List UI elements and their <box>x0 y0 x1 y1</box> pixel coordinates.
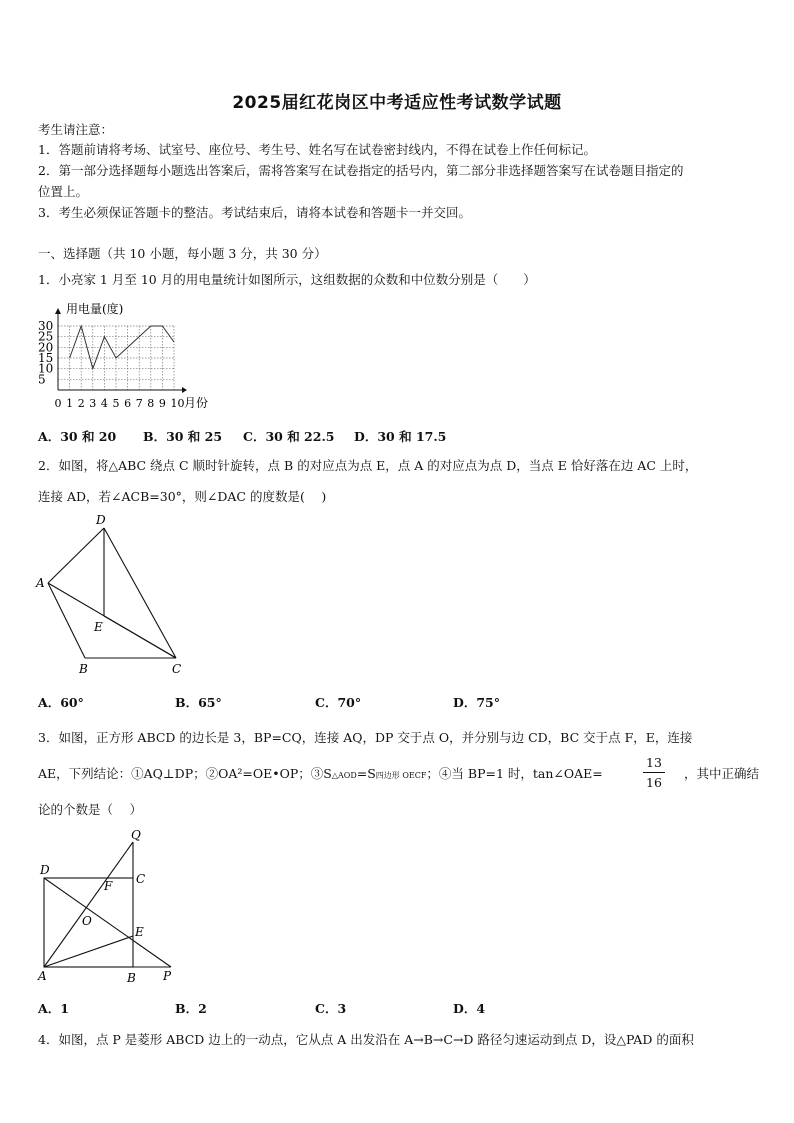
q1-option-b[interactable]: B．30 和 25 <box>143 429 223 444</box>
label-a: A <box>38 969 47 983</box>
chart-xtick-label: 0 <box>54 397 62 410</box>
chart-y-arrow <box>55 308 61 314</box>
label-f: F <box>104 879 113 893</box>
label-q: Q <box>131 828 141 842</box>
q3-frac-denominator: 16 <box>646 775 662 790</box>
chart-xtick-label: 2 <box>77 397 85 410</box>
label-d: D <box>40 863 50 877</box>
label-c: C <box>172 662 182 676</box>
q3-stem-line1: 3．如图，正方形 ABCD 的边长是 3，BP=CQ，连接 AQ，DP 交于点 O，并分别与边 CD，BC 交于点 F，E，连接 <box>38 730 693 745</box>
q2-option-d[interactable]: D．75° <box>453 695 500 710</box>
label-b: B <box>79 662 88 676</box>
label-b: B <box>127 971 136 985</box>
label-a: A <box>36 576 45 590</box>
segment-ad <box>48 528 104 583</box>
label-p: P <box>163 969 172 983</box>
chart-ytick-label: 30 <box>38 319 54 333</box>
chart-xtick-label: 9 <box>158 397 166 410</box>
segment-ae <box>44 936 133 967</box>
q3-option-a[interactable]: A．1 <box>38 1001 69 1016</box>
label-c: C <box>136 872 146 886</box>
q3-fraction <box>643 755 665 790</box>
q2-stem-line2: 连接 AD，若∠ACB=30°，则∠DAC 的度数是( ) <box>38 489 327 504</box>
notice-item-2-cont: 位置上。 <box>38 184 89 199</box>
chart-ytick-label: 20 <box>38 340 54 355</box>
section-heading: 一、选择题（共 10 小题，每小题 3 分，共 30 分） <box>38 246 327 261</box>
q1-option-d[interactable]: D．30 和 17.5 <box>354 429 447 444</box>
notice-item-1: 1．答题前请将考场、试室号、座位号、考生号、姓名写在试卷密封线内，不得在试卷上作任何标记。 <box>38 142 596 157</box>
segment-dc <box>104 528 176 658</box>
q3-frac-numerator: 13 <box>646 755 662 770</box>
chart-ytick-label: 10 <box>38 361 54 376</box>
chart-xtick-label: 1 <box>66 397 74 410</box>
q2-option-b[interactable]: B．65° <box>175 695 222 710</box>
q2-option-a[interactable]: A．60° <box>38 695 84 710</box>
q2-stem-line1: 2．如图，将△ABC 绕点 C 顺时针旋转，点 B 的对应点为点 E，点 A 的对应点为点 D，当点 E 恰好落在边 AC 上时， <box>38 458 698 473</box>
chart-xtick-label: 4 <box>100 397 108 410</box>
notice-item-3: 3．考生必须保证答题卡的整洁。考试结束后，请将本试卷和答题卡一并交回。 <box>38 205 471 220</box>
q1-line-chart <box>36 296 226 420</box>
chart-ylabel: 用电量(度) <box>66 302 124 316</box>
chart-ytick-label: 5 <box>38 372 46 387</box>
notice-heading: 考生请注意： <box>38 122 114 137</box>
label-e: E <box>94 620 103 634</box>
q2-option-c[interactable]: C．70° <box>315 695 362 710</box>
chart-xtick-label: 8 <box>147 397 155 410</box>
segment-ec <box>104 616 176 658</box>
q3-option-b[interactable]: B．2 <box>175 1001 207 1016</box>
q3-option-d[interactable]: D．4 <box>453 1001 486 1016</box>
q1-stem: 1．小亮家 1 月至 10 月的用电量统计如图所示，这组数据的众数和中位数分别是（ ） <box>38 272 536 287</box>
label-o: O <box>82 914 92 928</box>
q3-stem-line2-end: ，其中正确结 <box>684 766 760 781</box>
segment-aq <box>44 842 133 967</box>
q3-figure <box>34 826 184 995</box>
chart-xtick-label: 6 <box>124 397 132 410</box>
notice-item-2: 2．第一部分选择题每小题选出答案后，需将答案写在试卷指定的括号内，第二部分非选择题答案写在试卷题目指定的 <box>38 163 684 178</box>
q3-sub-aod: △AOD <box>331 771 357 780</box>
page-title: 2025届红花岗区中考适应性考试数学试题 <box>232 93 562 113</box>
q3-stem-line2: AE，下列结论：①AQ⊥DP；②OA²=OE•OP；③S△AOD=S四边形 OECF；④当 BP=1 时，tan∠OAE= <box>38 766 603 781</box>
q2-figure <box>34 510 194 684</box>
chart-x-arrow <box>182 387 187 393</box>
chart-xtick-label: 5 <box>112 397 120 410</box>
q3-sub-oecf: 四边形 OECF <box>375 771 427 780</box>
q3-stem-line3: 论的个数是（ ） <box>38 802 142 817</box>
chart-xtick-label: 7 <box>135 397 143 410</box>
label-e: E <box>135 925 144 939</box>
q1-option-c[interactable]: C．30 和 22.5 <box>243 429 335 444</box>
chart-xtick-label: 10 <box>170 397 185 410</box>
label-d: D <box>96 513 106 527</box>
q3-option-c[interactable]: C．3 <box>315 1001 347 1016</box>
q1-option-a[interactable]: A．30 和 20 <box>38 429 117 444</box>
chart-xtick-label: 3 <box>89 397 97 410</box>
q4-stem-line1: 4．如图，点 P 是菱形 ABCD 边上的一动点，它从点 A 出发沿在 A→B→C→D 路径匀速运动到点 D，设△PAD 的面积 <box>38 1032 694 1047</box>
chart-ytick-label: 15 <box>38 351 54 365</box>
chart-ytick-label: 25 <box>38 329 54 344</box>
chart-xlabel: 月份 <box>184 396 209 410</box>
